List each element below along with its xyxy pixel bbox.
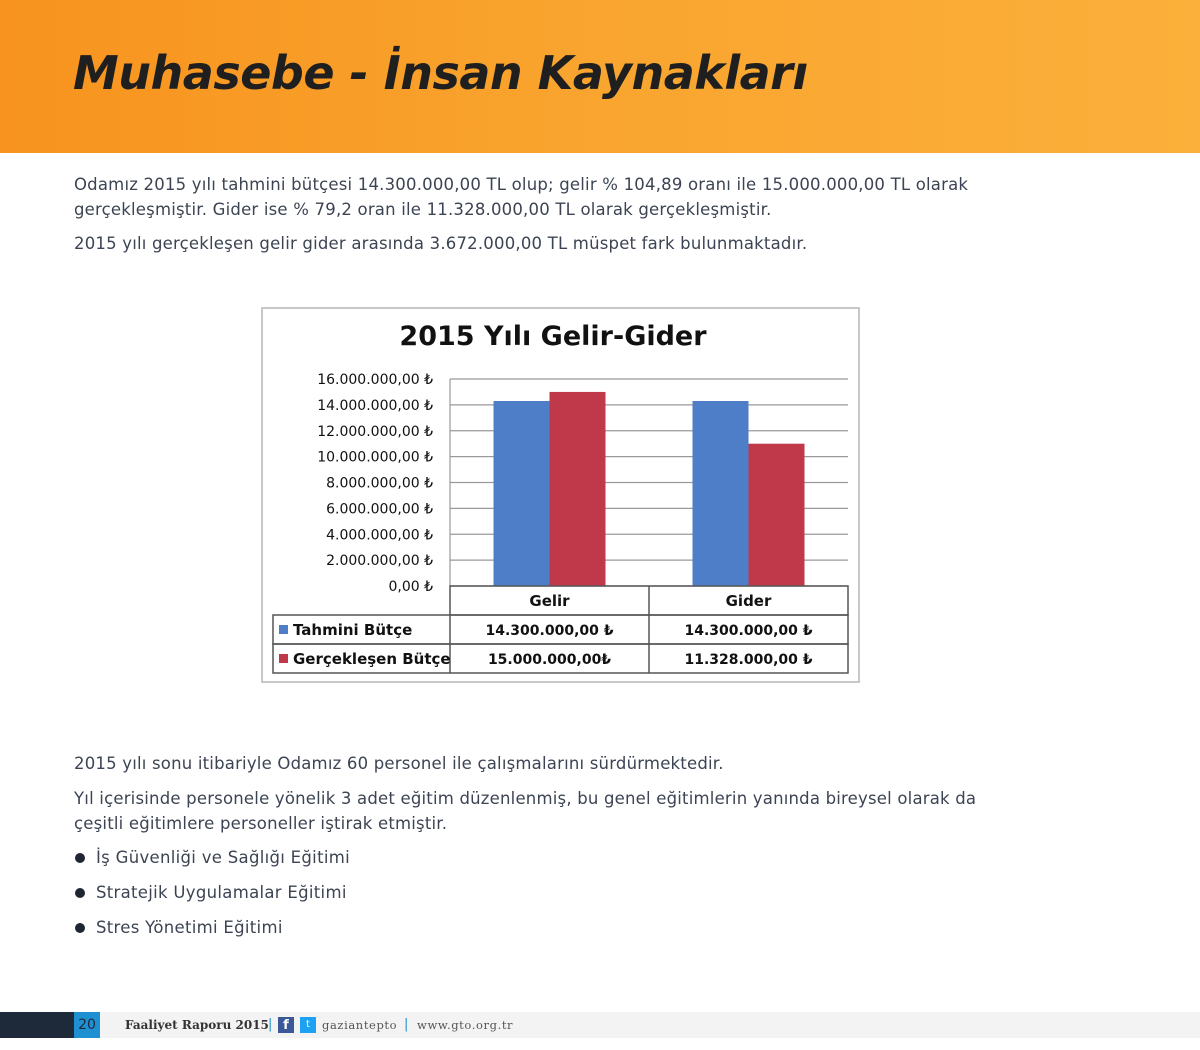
y-tick-label: 4.000.000,00 ₺ [326,527,433,544]
page-footer [0,1012,1200,1038]
legend-label: Tahmini Bütçe [293,621,413,639]
y-tick-label: 0,00 ₺ [388,579,433,595]
legend-swatch [279,625,288,634]
twitter-icon[interactable]: t [300,1017,316,1033]
bar-gerçekleşen-bütçe [550,392,606,586]
y-tick-label: 14.000.000,00 ₺ [317,397,433,414]
footer-separator: | [404,1017,409,1032]
budget-paragraph: Odamız 2015 yılı tahmini bütçesi 14.300.000,00 TL olup; gelir % 104,89 oranı ile 15.000.000,00 TL olarak gerçekleşmiştir. Gider ise % 79,2 oran ile 11.328.000,00 TL olarak gerçekleşmiştir. [74,175,969,219]
list-item: Stratejik Uygulamalar Eğitimi [74,880,350,915]
y-tick-label: 12.000.000,00 ₺ [317,423,433,440]
y-tick-label: 10.000.000,00 ₺ [317,449,433,466]
y-tick-label: 2.000.000,00 ₺ [326,553,433,570]
training-paragraph: Yıl içerisinde personele yönelik 3 adet eğitim düzenlenmiş, bu genel eğitimlerin yanında bireysel olarak da çeşitli eğitimlere personeller iştirak etmiştir. [74,789,977,833]
list-item: Stres Yönetimi Eğitimi [74,915,350,950]
page-header [0,0,1200,153]
website-link[interactable]: www.gto.org.tr [417,1018,514,1032]
footer-separator: | [268,1017,273,1032]
footer-accent-bar [0,1012,74,1038]
income-expense-chart [261,307,860,683]
data-label: 15.000.000,00₺ [487,652,612,668]
y-tick-label: 8.000.000,00 ₺ [326,475,433,492]
bar-tahmini-bütçe [494,401,550,586]
data-label: 14.300.000,00 ₺ [684,623,813,639]
chart-canvas [263,309,858,681]
x-category-label: Gider [725,592,772,610]
social-handle[interactable]: gaziantepto [322,1018,398,1032]
legend-swatch [279,654,288,663]
facebook-icon[interactable]: f [278,1017,294,1033]
data-label: 11.328.000,00 ₺ [684,652,813,668]
data-label: 14.300.000,00 ₺ [485,623,614,639]
page-title: Muhasebe - İnsan Kaynakları [73,46,808,100]
bar-gerçekleşen-bütçe [749,444,805,586]
y-tick-label: 16.000.000,00 ₺ [317,372,433,388]
chart-title: 2015 Yılı Gelir-Gider [399,321,707,352]
x-category-label: Gelir [529,592,570,610]
personnel-paragraph: 2015 yılı sonu itibariyle Odamız 60 personel ile çalışmalarını sürdürmektedir. [74,754,724,773]
bar-tahmini-bütçe [693,401,749,586]
report-title: Faaliyet Raporu 2015 [125,1018,269,1032]
difference-paragraph: 2015 yılı gerçekleşen gelir gider arasında 3.672.000,00 TL müspet fark bulunmaktadır. [74,234,808,253]
page-number: 20 [74,1012,100,1038]
legend-label: Gerçekleşen Bütçe [293,650,451,668]
training-list [74,845,350,950]
list-item: İş Güvenliği ve Sağlığı Eğitimi [74,845,350,880]
y-tick-label: 6.000.000,00 ₺ [326,501,433,518]
